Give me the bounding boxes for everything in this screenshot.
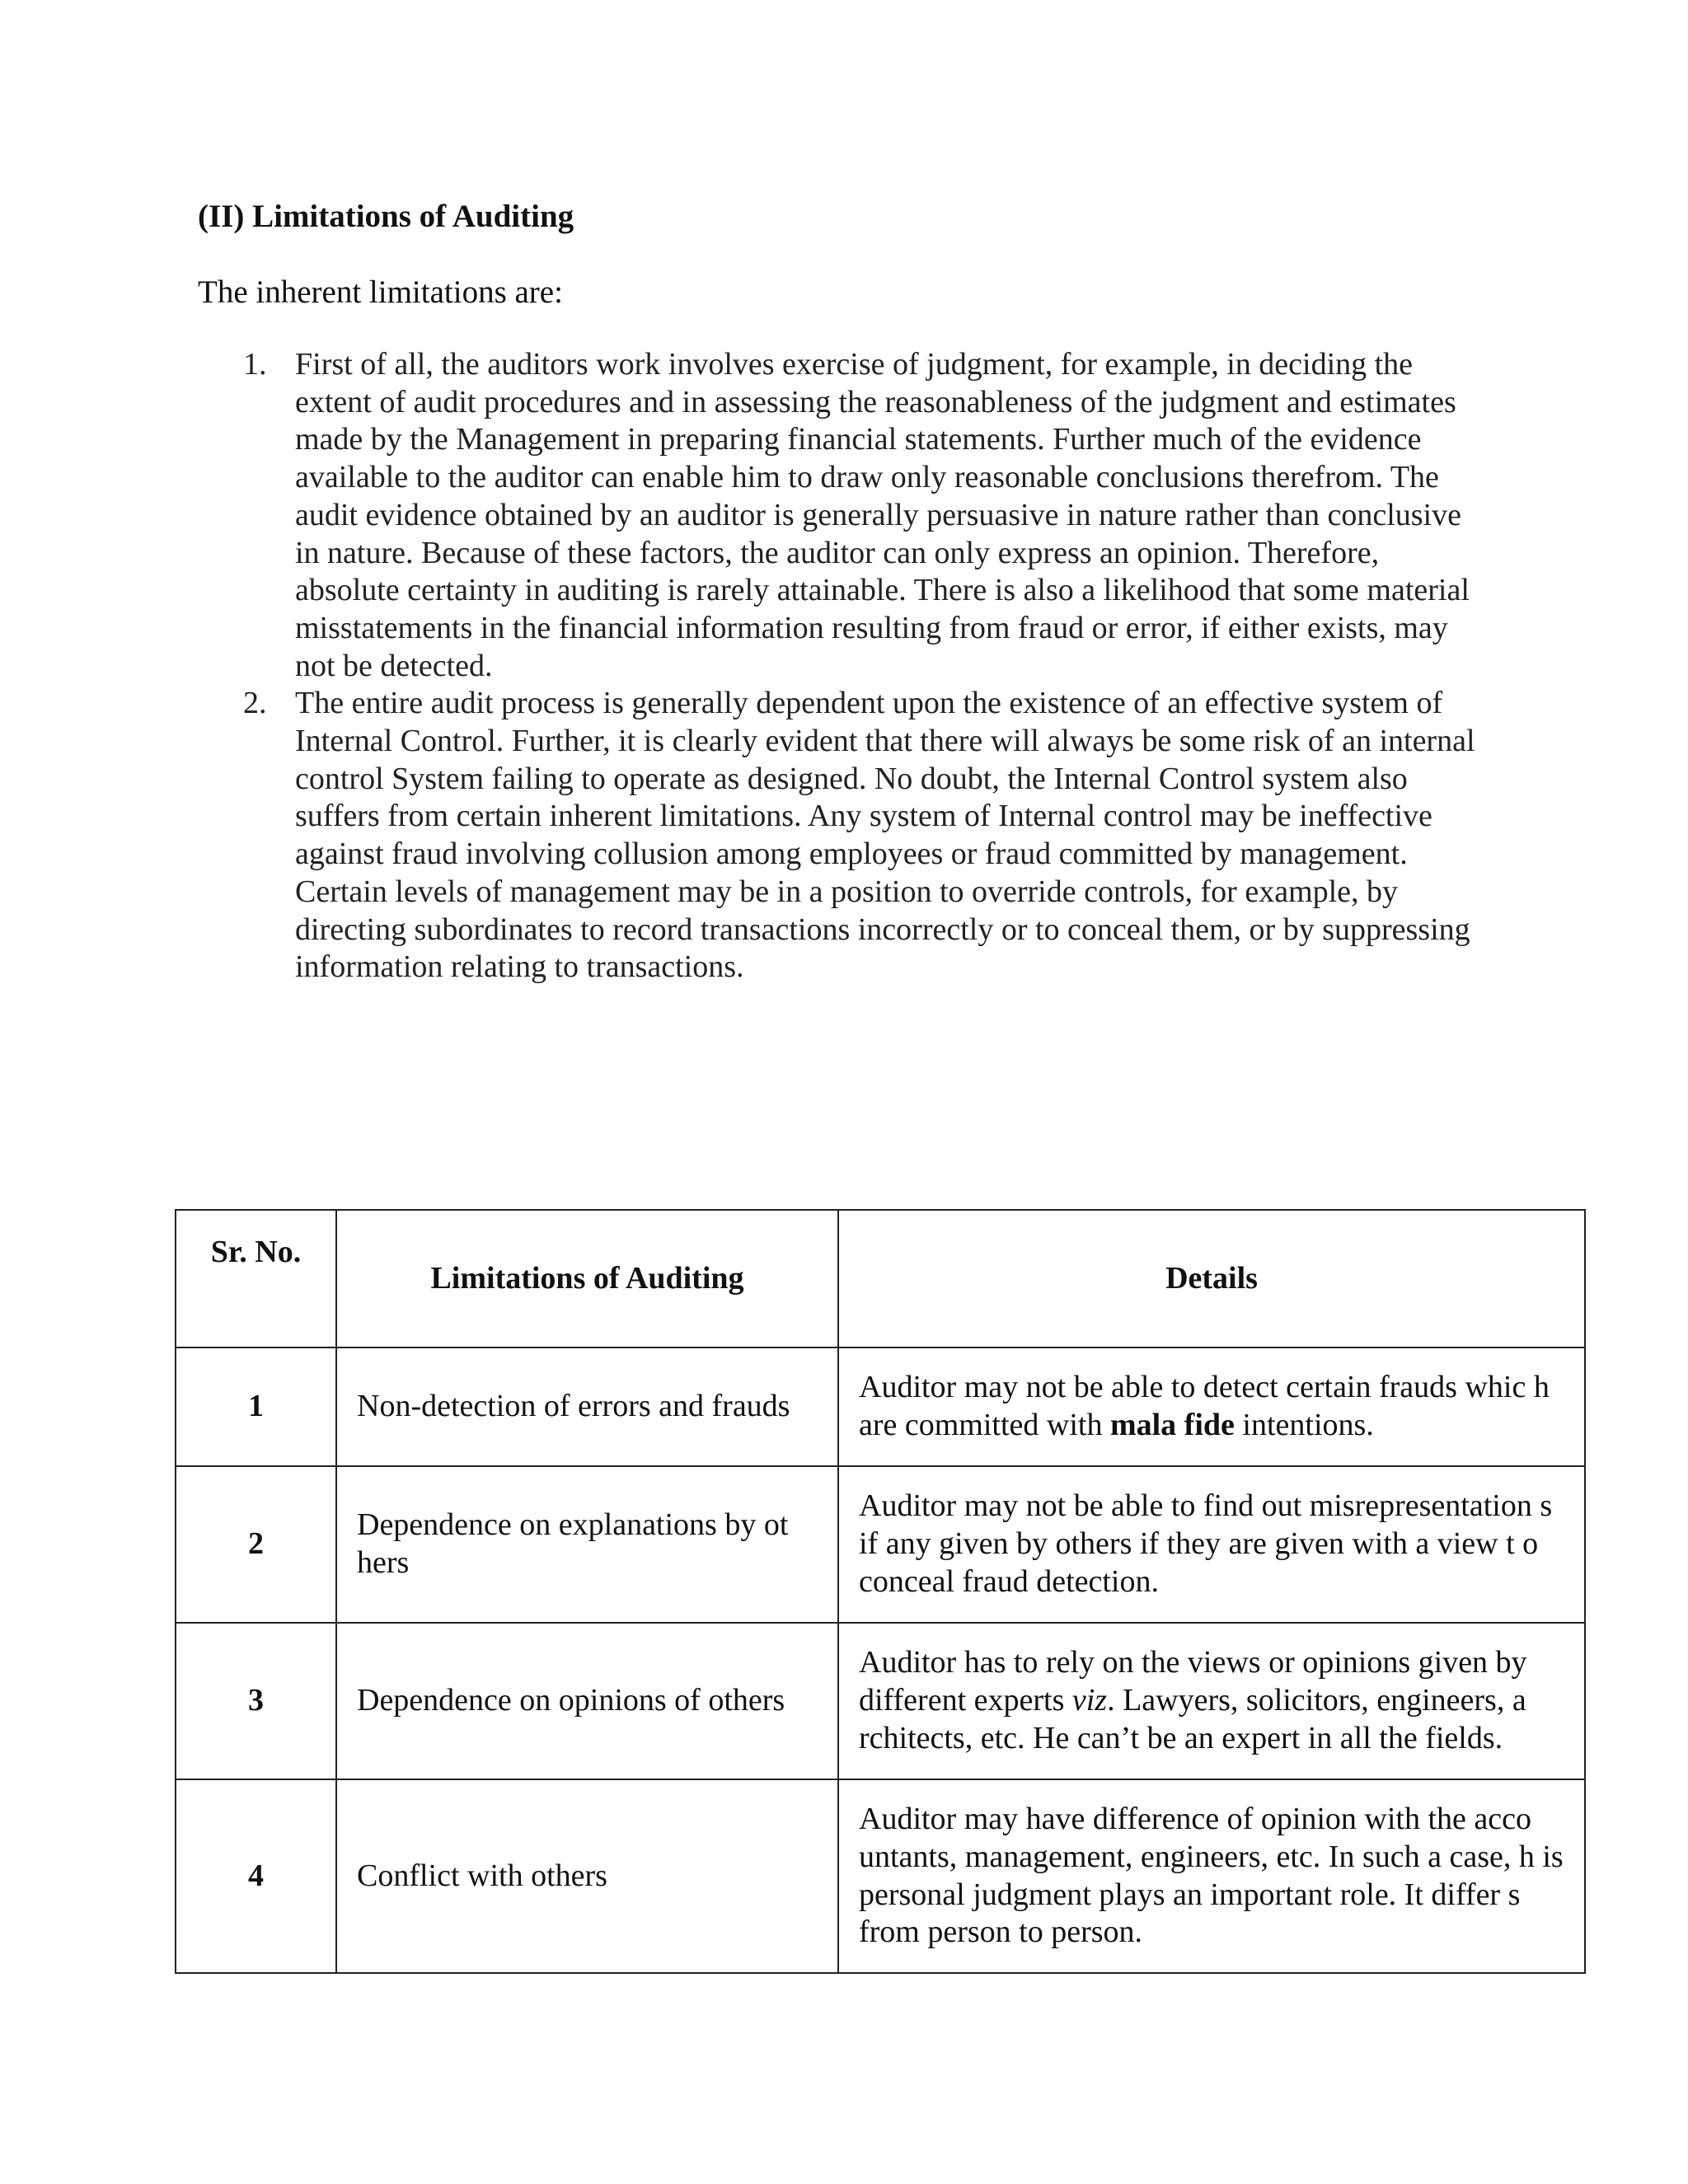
details-bold-text: mala fide bbox=[1109, 1408, 1235, 1442]
intro-text: The inherent limitations are: bbox=[198, 274, 563, 310]
cell-sr-no: 3 bbox=[176, 1623, 336, 1779]
header-limitation: Limitations of Auditing bbox=[336, 1210, 838, 1347]
details-text: . Lawyers, solicitors, engineers, a rchitects, etc. He can’t be an expert in all the fields. bbox=[859, 1683, 1526, 1755]
list-item-text: First of all, the auditors work involves exercise of judgment, for example, in deciding the extent of audit procedures and in assessing the reasonableness of the judgment and estimates made by the Management in preparing financial statements. Further much of the evidence available to the auditor can enable him to draw only reasonable conclusions therefrom. The audit evidence obtained by an auditor is generally persuasive in nature rather than conclusive in nature. Because of these factors, the auditor can only express an opinion. Therefore, absolute certainty in auditing is rarely attainable. There is also a likelihood that some material misstatements in the financial information resulting from fraud or error, if either exists, may not be detected. bbox=[295, 347, 1470, 683]
cell-details bbox=[838, 1623, 1585, 1779]
header-details: Details bbox=[838, 1210, 1585, 1347]
list-item-number: 2. bbox=[243, 686, 267, 721]
cell-limitation: Dependence on explanations by ot hers bbox=[336, 1466, 838, 1623]
details-text: intentions. bbox=[1234, 1408, 1374, 1442]
cell-details: Auditor may not be able to find out misrepresentation s if any given by others if they are given with a view t o conceal fraud detection. bbox=[838, 1466, 1585, 1623]
cell-limitation: Non-detection of errors and frauds bbox=[336, 1347, 838, 1466]
table-row bbox=[176, 1779, 1585, 1973]
list-item-text: The entire audit process is generally dependent upon the existence of an effective system of Internal Control. Further, it is clearly evident that there will always be some risk of an internal control System failing to operate as designed. No doubt, the Internal Control system also suffers from certain inherent limitations. Any system of Internal control may be ineffective against fraud involving collusion among employees or fraud committed by management. Certain levels of management may be in a position to override controls, for example, by directing subordinates to record transactions incorrectly or to conceal them, or by suppressing information relating to transactions. bbox=[295, 686, 1475, 985]
cell-sr-no: 4 bbox=[176, 1779, 336, 1973]
details-text: Auditor may not be able to detect certain frauds whic h are committed with bbox=[859, 1370, 1550, 1442]
limitations-list bbox=[198, 346, 1484, 987]
cell-sr-no: 1 bbox=[176, 1347, 336, 1466]
table-row bbox=[176, 1347, 1585, 1466]
table-row bbox=[176, 1466, 1585, 1623]
header-sr-no: Sr. No. bbox=[176, 1210, 336, 1347]
cell-details: Auditor may have difference of opinion with the acco untants, management, engineers, etc. In such a case, h is personal judgment plays an important role. It differ s from person to person. bbox=[838, 1779, 1585, 1973]
details-italic-text: viz bbox=[1071, 1683, 1108, 1718]
limitations-table bbox=[175, 1209, 1586, 1974]
section-heading: (II) Limitations of Auditing bbox=[198, 199, 574, 234]
table-row bbox=[176, 1623, 1585, 1779]
list-item bbox=[198, 685, 1484, 987]
limitations-table-wrapper bbox=[175, 1209, 1586, 1974]
details-text: Auditor has to rely on the views or opinions given by different experts bbox=[859, 1645, 1527, 1718]
table-header-row bbox=[176, 1210, 1585, 1347]
cell-limitation: Conflict with others bbox=[336, 1779, 838, 1973]
cell-limitation: Dependence on opinions of others bbox=[336, 1623, 838, 1779]
cell-sr-no: 2 bbox=[176, 1466, 336, 1623]
list-item-number: 1. bbox=[243, 347, 267, 382]
cell-details bbox=[838, 1347, 1585, 1466]
list-item bbox=[198, 346, 1484, 685]
